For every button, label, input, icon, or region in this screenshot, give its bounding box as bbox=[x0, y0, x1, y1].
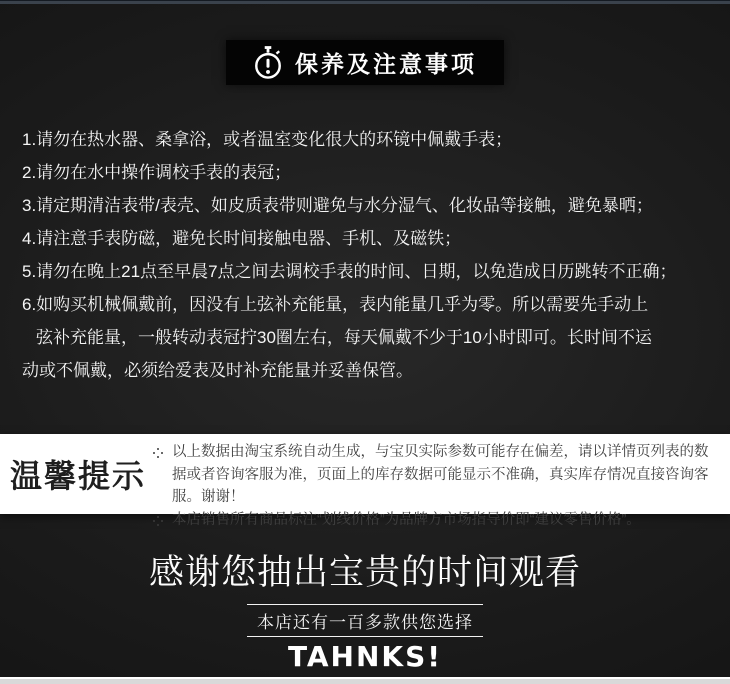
care-instruction-line: 3.请定期清洁表带/表壳、如皮质表带则避免与水分湿气、化妆品等接触，避免暴晒； bbox=[22, 196, 653, 215]
more-selection-wrap bbox=[0, 604, 730, 637]
care-instruction-line: 6.如购买机械佩戴前，因没有上弦补充能量，表内能量几乎为零。所以需要先手动上 bbox=[22, 295, 649, 314]
bottom-strip bbox=[0, 677, 730, 684]
tips-bullet-text: 以上数据由淘宝系统自动生成，与宝贝实际参数可能存在偏差，请以详情页列表的数据或者咨询客服为准，页面上的库存数据可能显示不准确，真实库存情况直接咨询客服。谢谢！ bbox=[172, 444, 709, 505]
more-selection-text: 本店还有一百多款供您选择 bbox=[247, 604, 483, 637]
tips-bullet-list bbox=[152, 441, 718, 531]
tips-bullet-text: 本店销售所有商品标注“划线价格”为品牌方市场指导价即“建议零售价格”。 bbox=[172, 511, 641, 528]
care-instruction-line: 弦补充能量，一般转动表冠拧30圈左右，每天佩戴不少于10小时即可。长时间不运 bbox=[36, 328, 652, 347]
tips-bullet bbox=[152, 441, 718, 509]
four-dot-bullet-icon bbox=[152, 447, 164, 459]
care-banner bbox=[226, 40, 504, 85]
care-instruction-line: 4.请注意手表防磁，避免长时间接触电器、手机、及磁铁； bbox=[22, 229, 462, 248]
thanks-message: 感谢您抽出宝贵的时间观看 bbox=[148, 553, 581, 592]
banner-title: 保养及注意事项 bbox=[295, 51, 477, 77]
tips-bullet bbox=[152, 509, 718, 532]
stopwatch-alert-icon bbox=[253, 46, 283, 80]
care-instruction-line: 1.请勿在热水器、桑拿浴，或者温室变化很大的环镜中佩戴手表； bbox=[22, 130, 513, 149]
care-instructions-list bbox=[22, 123, 720, 387]
care-instruction-line: 动或不佩戴，必须给爱表及时补充能量并妥善保管。 bbox=[22, 361, 413, 380]
care-instruction-line: 2.请勿在水中操作调校手表的表冠； bbox=[22, 163, 292, 182]
thanks-english: TAHNKS! bbox=[287, 640, 443, 673]
top-strip bbox=[0, 0, 730, 4]
care-instruction-line: 5.请勿在晚上21点至早晨7点之间去调校手表的时间、日期，以免造成日历跳转不正确； bbox=[22, 262, 677, 281]
tips-panel bbox=[0, 434, 730, 528]
four-dot-bullet-icon bbox=[152, 515, 164, 527]
tips-heading: 温馨提示 bbox=[10, 458, 147, 494]
